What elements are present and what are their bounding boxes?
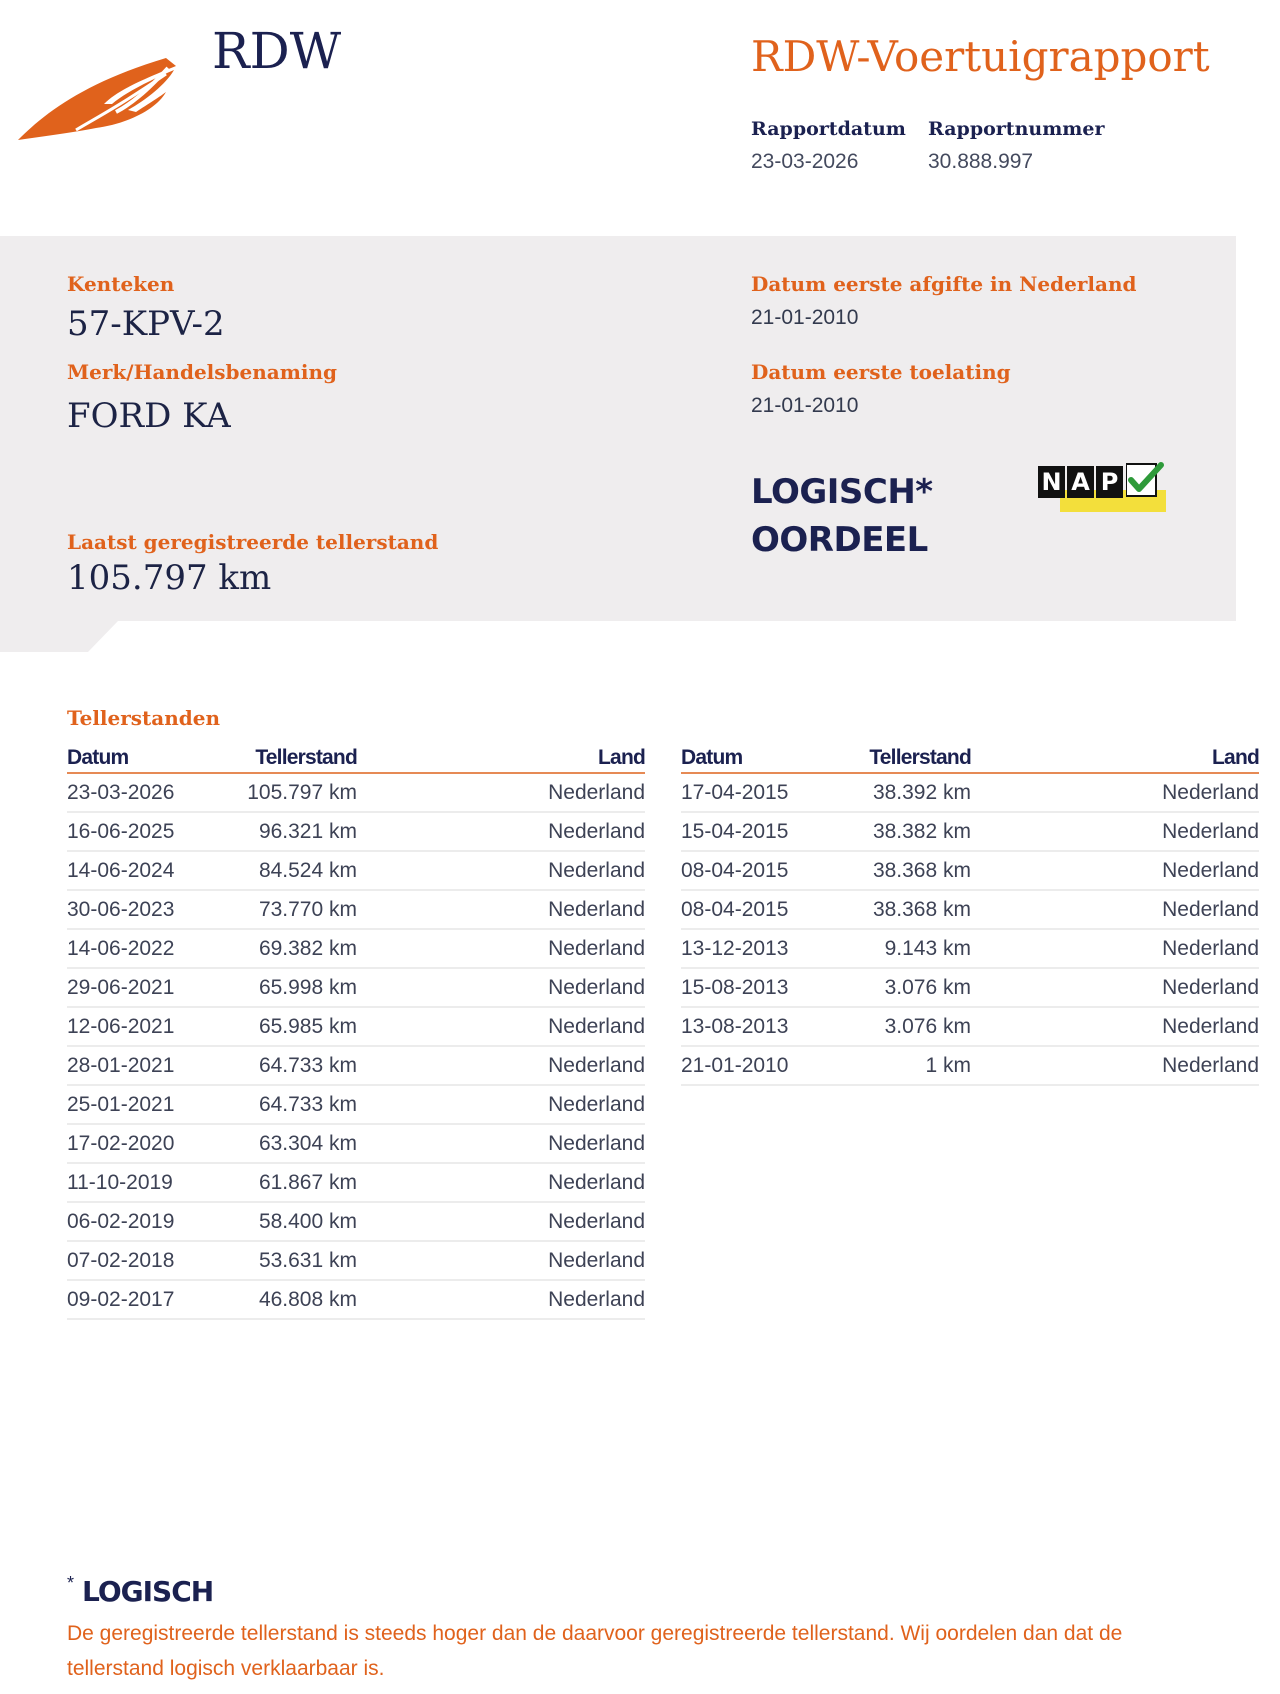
reading-date: 08-04-2015 — [681, 851, 831, 890]
make-value: FORD KA — [67, 396, 231, 436]
reading-country: Nederland — [357, 968, 645, 1007]
table-row — [681, 890, 1259, 929]
footnote-title: LOGISCH — [82, 1575, 214, 1608]
reading-country: Nederland — [357, 1202, 645, 1241]
reading-country: Nederland — [357, 1241, 645, 1280]
reading-country: Nederland — [971, 1046, 1259, 1085]
reading-value: 46.808 km — [217, 1280, 357, 1319]
readings-table-left — [67, 738, 645, 1320]
first-registration-nl-label: Datum eerste afgifte in Nederland — [751, 272, 1137, 296]
table-row — [681, 968, 1259, 1007]
report-number-label: Rapportnummer — [928, 118, 1105, 140]
reading-value: 73.770 km — [217, 890, 357, 929]
reading-value: 53.631 km — [217, 1241, 357, 1280]
reading-date: 14-06-2024 — [67, 851, 217, 890]
table-row — [67, 1007, 645, 1046]
table-row — [67, 929, 645, 968]
report-title: RDW-Voertuigrapport — [751, 32, 1210, 81]
reading-country: Nederland — [971, 773, 1259, 812]
nap-letter-a: A — [1067, 466, 1094, 498]
readings-table-right — [681, 738, 1259, 1086]
reading-value: 65.985 km — [217, 1007, 357, 1046]
table-row — [67, 1280, 645, 1319]
reading-country: Nederland — [971, 1007, 1259, 1046]
reading-date: 17-04-2015 — [681, 773, 831, 812]
reading-country: Nederland — [357, 812, 645, 851]
verdict-line-2: OORDEEL — [751, 520, 928, 560]
column-header-date: Datum — [67, 738, 217, 773]
reading-value: 3.076 km — [831, 1007, 971, 1046]
reading-country: Nederland — [357, 1163, 645, 1202]
reading-value: 38.368 km — [831, 890, 971, 929]
reading-value: 105.797 km — [217, 773, 357, 812]
table-row — [67, 968, 645, 1007]
first-registration-nl-value: 21-01-2010 — [751, 306, 859, 329]
readings-title: Tellerstanden — [67, 706, 221, 730]
reading-date: 23-03-2026 — [67, 773, 217, 812]
table-row — [681, 1007, 1259, 1046]
table-row — [67, 1241, 645, 1280]
reading-date: 14-06-2022 — [67, 929, 217, 968]
table-row — [67, 890, 645, 929]
plate-label: Kenteken — [67, 272, 175, 296]
reading-country: Nederland — [357, 1280, 645, 1319]
check-icon — [1126, 462, 1164, 498]
reading-date: 17-02-2020 — [67, 1124, 217, 1163]
table-row — [681, 773, 1259, 812]
reading-value: 1 km — [831, 1046, 971, 1085]
reading-date: 16-06-2025 — [67, 812, 217, 851]
reading-country: Nederland — [357, 1085, 645, 1124]
column-header-country: Land — [357, 738, 645, 773]
reading-value: 3.076 km — [831, 968, 971, 1007]
reading-country: Nederland — [357, 1124, 645, 1163]
reading-value: 65.998 km — [217, 968, 357, 1007]
reading-value: 64.733 km — [217, 1046, 357, 1085]
reading-value: 61.867 km — [217, 1163, 357, 1202]
mileage-value: 105.797 km — [67, 558, 272, 598]
footnote-asterisk: * — [67, 1573, 75, 1593]
reading-date: 25-01-2021 — [67, 1085, 217, 1124]
first-admission-value: 21-01-2010 — [751, 394, 859, 417]
reading-date: 08-04-2015 — [681, 890, 831, 929]
table-row — [67, 1085, 645, 1124]
reading-date: 12-06-2021 — [67, 1007, 217, 1046]
reading-date: 15-04-2015 — [681, 812, 831, 851]
column-header-reading: Tellerstand — [217, 738, 357, 773]
first-admission-label: Datum eerste toelating — [751, 360, 1011, 384]
report-number-value: 30.888.997 — [928, 150, 1034, 173]
rdw-feather-logo-icon — [16, 52, 186, 147]
table-header-row — [67, 738, 645, 773]
reading-country: Nederland — [357, 929, 645, 968]
footnote-text: De geregistreerde tellerstand is steeds hoger dan de daarvoor geregistreerde tellerstand. Wij oordelen dan dat de tellerstand logisch verklaarbaar is. — [67, 1622, 1123, 1680]
reading-value: 63.304 km — [217, 1124, 357, 1163]
reading-country: Nederland — [357, 890, 645, 929]
table-row — [681, 929, 1259, 968]
reading-date: 15-08-2013 — [681, 968, 831, 1007]
column-header-country: Land — [971, 738, 1259, 773]
report-date-label: Rapportdatum — [751, 118, 906, 140]
reading-date: 11-10-2019 — [67, 1163, 217, 1202]
reading-date: 21-01-2010 — [681, 1046, 831, 1085]
table-row — [67, 1046, 645, 1085]
reading-value: 96.321 km — [217, 812, 357, 851]
reading-country: Nederland — [971, 812, 1259, 851]
reading-value: 84.524 km — [217, 851, 357, 890]
table-row — [67, 1202, 645, 1241]
table-row — [67, 851, 645, 890]
table-row — [67, 773, 645, 812]
reading-country: Nederland — [357, 773, 645, 812]
reading-country: Nederland — [971, 929, 1259, 968]
table-row — [67, 1124, 645, 1163]
table-header-row — [681, 738, 1259, 773]
reading-value: 38.368 km — [831, 851, 971, 890]
nap-letter-p: P — [1096, 466, 1123, 498]
brand-name: RDW — [212, 22, 342, 80]
reading-date: 06-02-2019 — [67, 1202, 217, 1241]
reading-country: Nederland — [971, 968, 1259, 1007]
reading-country: Nederland — [357, 851, 645, 890]
reading-country: Nederland — [357, 1007, 645, 1046]
table-row — [67, 812, 645, 851]
reading-country: Nederland — [971, 851, 1259, 890]
reading-date: 13-12-2013 — [681, 929, 831, 968]
reading-value: 64.733 km — [217, 1085, 357, 1124]
nap-letter-n: N — [1038, 466, 1065, 498]
reading-value: 58.400 km — [217, 1202, 357, 1241]
column-header-reading: Tellerstand — [831, 738, 971, 773]
table-row — [681, 812, 1259, 851]
reading-date: 07-02-2018 — [67, 1241, 217, 1280]
reading-country: Nederland — [971, 890, 1259, 929]
make-label: Merk/Handelsbenaming — [67, 360, 338, 384]
reading-date: 28-01-2021 — [67, 1046, 217, 1085]
plate-value: 57-KPV-2 — [67, 304, 225, 344]
nap-checkmark-badge-icon — [1036, 464, 1166, 516]
table-row — [681, 851, 1259, 890]
reading-value: 9.143 km — [831, 929, 971, 968]
reading-country: Nederland — [357, 1046, 645, 1085]
reading-date: 30-06-2023 — [67, 890, 217, 929]
verdict-line-1: LOGISCH* — [751, 472, 933, 512]
reading-value: 38.392 km — [831, 773, 971, 812]
report-date-value: 23-03-2026 — [751, 150, 859, 173]
reading-date: 29-06-2021 — [67, 968, 217, 1007]
reading-date: 13-08-2013 — [681, 1007, 831, 1046]
column-header-date: Datum — [681, 738, 831, 773]
table-row — [67, 1163, 645, 1202]
reading-date: 09-02-2017 — [67, 1280, 217, 1319]
mileage-label: Laatst geregistreerde tellerstand — [67, 530, 439, 554]
reading-value: 38.382 km — [831, 812, 971, 851]
table-row — [681, 1046, 1259, 1085]
reading-value: 69.382 km — [217, 929, 357, 968]
